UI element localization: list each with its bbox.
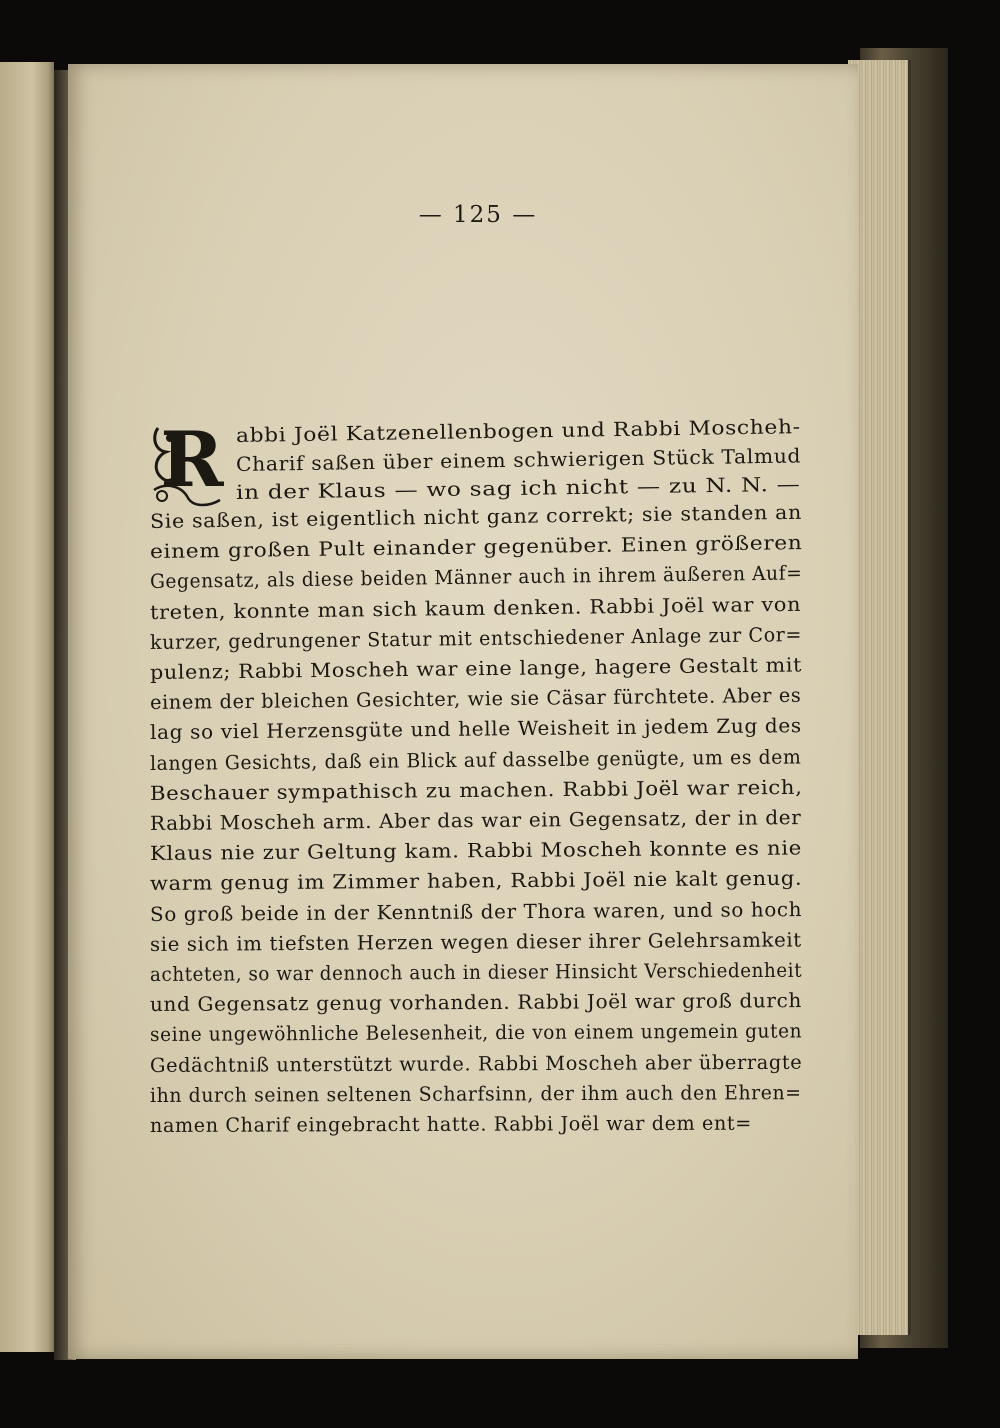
book-page [68, 64, 858, 1359]
ornamental-initial [148, 416, 232, 512]
text-line: Gegensatz, als diese beiden Männer auch in ihrem äußeren Auf= [149, 561, 803, 594]
text-line: treten, konnte man sich kaum denken. Rabbi Joël war von [149, 592, 802, 624]
text-line: und Gegensatz genug vorhanden. Rabbi Joël war groß durch [149, 989, 802, 1017]
text-line: kurzer, gedrungener Statur mit entschiedener Anlage zur Cor= [149, 622, 803, 654]
svg-text:R: R [160, 416, 224, 504]
left-page-edge [0, 62, 54, 1352]
text-line: Klaus nie zur Geltung kam. Rabbi Moscheh konnte es nie [149, 836, 803, 866]
text-line: einem großen Pult einander gegenüber. Einen größeren [149, 531, 803, 564]
text-line: Beschauer sympathisch zu machen. Rabbi Joël war reich, [149, 775, 803, 805]
text-line: einem der bleichen Gesichter, wie sie Cäsar fürchtete. Aber es [149, 683, 802, 715]
text-line: Charif saßen über einem schwierigen Stück Talmud [235, 443, 802, 476]
text-line: Sie saßen, ist eigentlich nicht ganz correkt; sie standen an [149, 500, 803, 533]
text-line: abbi Joël Katzenellenbogen und Rabbi Moscheh- [235, 415, 801, 447]
text-line: Gedächtniß unterstützt wurde. Rabbi Moscheh aber überragte [149, 1050, 803, 1077]
text-line: achteten, so war dennoch auch in dieser Hinsicht Verschiedenheit [149, 958, 803, 986]
text-line: namen Charif eingebracht hatte. Rabbi Joël war dem ent= [149, 1111, 752, 1137]
text-line: seine ungewöhnliche Belesenheit, die von einem ungemein guten [149, 1019, 803, 1047]
text-line: sie sich im tiefsten Herzen wegen dieser ihrer Gelehrsamkeit [149, 928, 802, 956]
text-line: So groß beide in der Kenntniß der Thora waren, und so hoch [149, 897, 803, 926]
text-line: langen Gesichts, daß ein Blick auf dasselbe genügte, um es dem [149, 745, 802, 775]
text-line: lag so viel Herzensgüte und helle Weisheit in jedem Zug des [149, 714, 802, 745]
text-line: Rabbi Moscheh arm. Aber das war ein Gegensatz, der in der [149, 806, 802, 835]
page-number: — 125 — [418, 202, 538, 228]
text-line: pulenz; Rabbi Moscheh war eine lange, hagere Gestalt mit [149, 653, 803, 684]
text-line: ihn durch seinen seltenen Scharfsinn, der ihm auch den Ehren= [149, 1080, 802, 1107]
text-line: in der Klaus — wo sag ich nicht — zu N. N. — [235, 472, 801, 504]
text-line: warm genug im Zimmer haben, Rabbi Joël nie kalt genug. [149, 867, 803, 896]
